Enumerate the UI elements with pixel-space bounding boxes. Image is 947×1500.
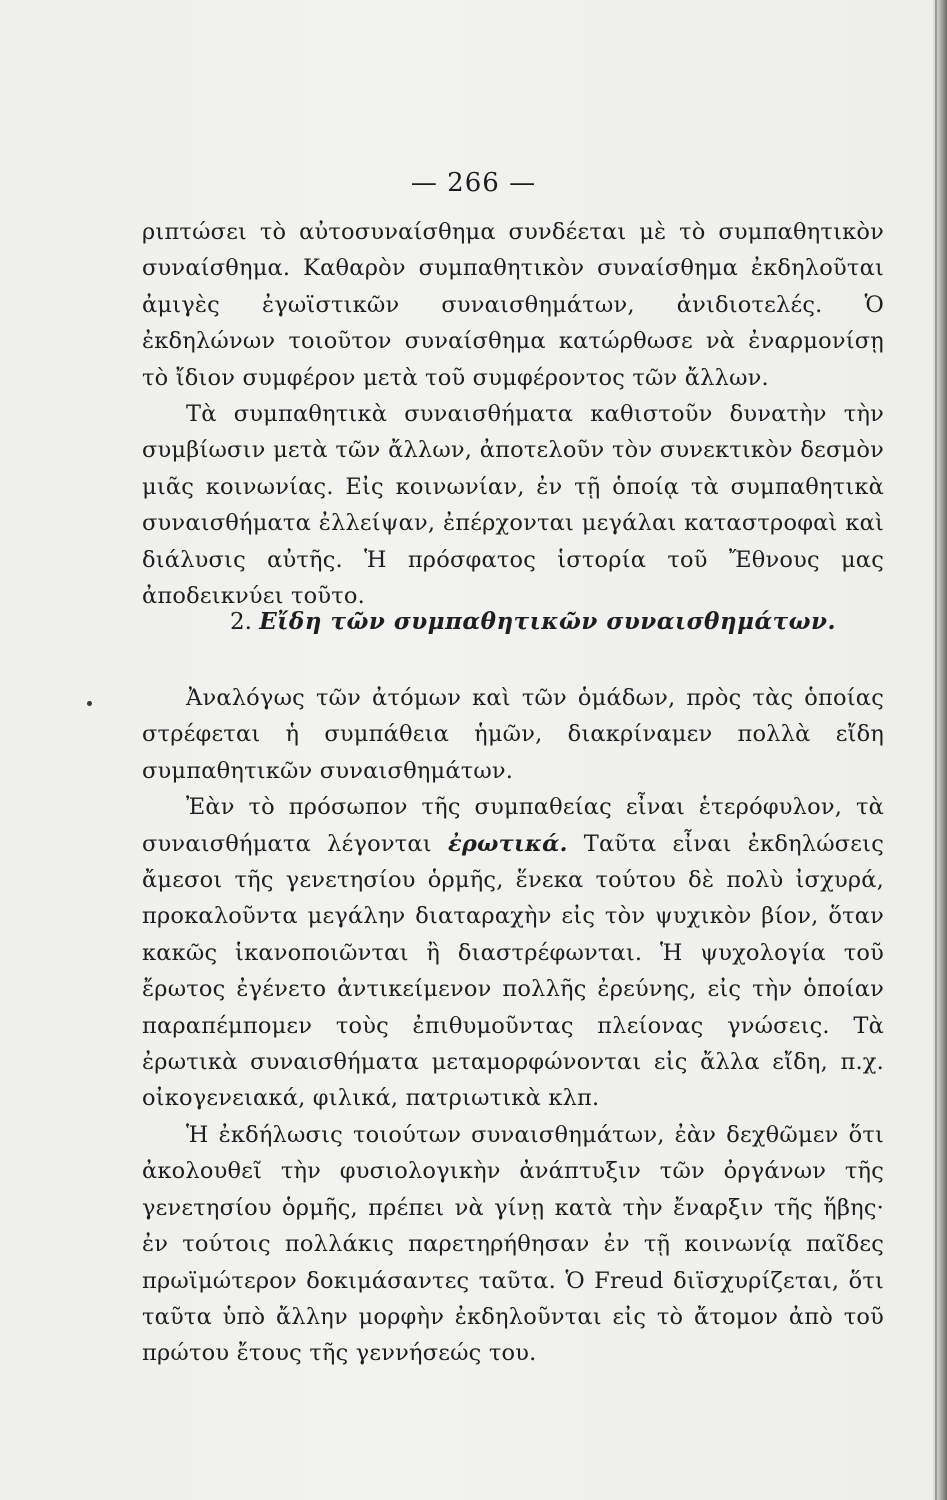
page-number: — 266 — bbox=[410, 168, 537, 198]
paragraph-erotic bbox=[142, 789, 884, 1117]
section-title: Εἴδη τῶν συμπαθητικῶν συναισθημάτων. bbox=[259, 608, 836, 635]
paragraph-erotic-start: Ἐὰν τὸ πρόσωπον τῆς συμπαθείας εἶναι ἑτερόφυλον, τὰ συναισθήματα λέγονται bbox=[142, 794, 884, 857]
paragraph-sympathetic-feelings: Τὰ συμπαθητικὰ συναισθήματα καθιστοῦν δυνατὴν τὴν συμβίωσιν μετὰ τῶν ἄλλων, ἀποτελοῦν τὸν συνεκτικὸν δεσμὸν μιᾶς κοινωνίας. Εἰς κοινωνίαν, ἐν τῇ ὁποίᾳ τὰ συμπαθητικὰ συναισθήματα ἐλλείψαν, ἐπέρχονται μεγάλαι καταστροφαὶ καὶ διάλυσις αὐτῆς. Ἡ πρόσφατος ἱστορία τοῦ Ἔθνους μας ἀποδεικνύει τοῦτο. bbox=[142, 401, 884, 610]
paragraph-erotic-rest: Ταῦτα εἶναι ἐκδηλώσεις ἄμεσοι τῆς γενετησίου ὁρμῆς, ἕνεκα τούτου δὲ πολὺ ἰσχυρά, προκαλοῦντα μεγάλην διαταραχὴν εἰς τὸν ψυχικὸν βίον, ὅταν κακῶς ἱκανοποιῶνται ἢ διαστρέφωνται. Ἡ ψυχολογία τοῦ ἔρωτος ἐγένετο ἀντικείμενον πολλῆς ἐρεύνης, εἰς τὴν ὁποίαν παραπέμπομεν τοὺς ἐπιθυμοῦντας πλείονας γνώσεις. Τὰ ἐρωτικὰ συναισθήματα μεταμορφώνονται εἰς ἄλλα εἴδη, π.χ. οἰκογενειακά, φιλικά, πατριωτικὰ κλπ. bbox=[142, 830, 884, 1112]
margin-dot bbox=[87, 701, 92, 706]
section-heading bbox=[230, 608, 836, 635]
paragraph-continued: ριπτώσει τὸ αὐτοσυναίσθημα συνδέεται μὲ τὸ συμπαθητικὸν συναίσθημα. Καθαρὸν συμπαθητικὸν συναίσθημα ἐκδηλοῦται ἀμιγὲς ἐγωϊστικῶν συναισθημάτων, ἀνιδιοτελές. Ὁ ἐκδηλώνων τοιοῦτον συναίσθημα κατώρθωσε νὰ ἐναρμονίσῃ τὸ ἴδιον συμφέρον μετὰ τοῦ συμφέροντος τῶν ἄλλων. bbox=[142, 219, 884, 391]
section-number: 2. bbox=[230, 609, 252, 635]
term-erotic: ἐρωτικά. bbox=[447, 830, 568, 857]
section-1-text bbox=[142, 214, 884, 614]
page-edge-line bbox=[935, 0, 937, 1500]
paragraph-expression: Ἡ ἐκδήλωσις τοιούτων συναισθημάτων, ἐὰν δεχθῶμεν ὅτι ἀκολουθεῖ τὴν φυσιολογικὴν ἀνάπτυξιν τῶν ὀργάνων τῆς γενετησίου ὁρμῆς, πρέπει νὰ γίνῃ κατὰ τὴν ἔναρξιν τῆς ἥβης· ἐν τούτοις πολλάκις παρετηρήθησαν ἐν τῇ κοινωνίᾳ παῖδες πρωϊμώτερον δοκιμάσαντες ταῦτα. Ὁ Freud διϊσχυρίζεται, ὅτι ταῦτα ὑπὸ ἄλλην μορφὴν ἐκδηλοῦνται εἰς τὸ ἄτομον ἀπὸ τοῦ πρώτου ἔτους τῆς γεννήσεώς του. bbox=[142, 1121, 884, 1367]
section-2-text bbox=[142, 680, 884, 1372]
paragraph-kinds: Ἀναλόγως τῶν ἀτόμων καὶ τῶν ὁμάδων, πρὸς τὰς ὁποίας στρέφεται ἡ συμπάθεια ἡμῶν, διακρίναμεν πολλὰ εἴδη συμπαθητικῶν συναισθημάτων. bbox=[142, 685, 884, 784]
